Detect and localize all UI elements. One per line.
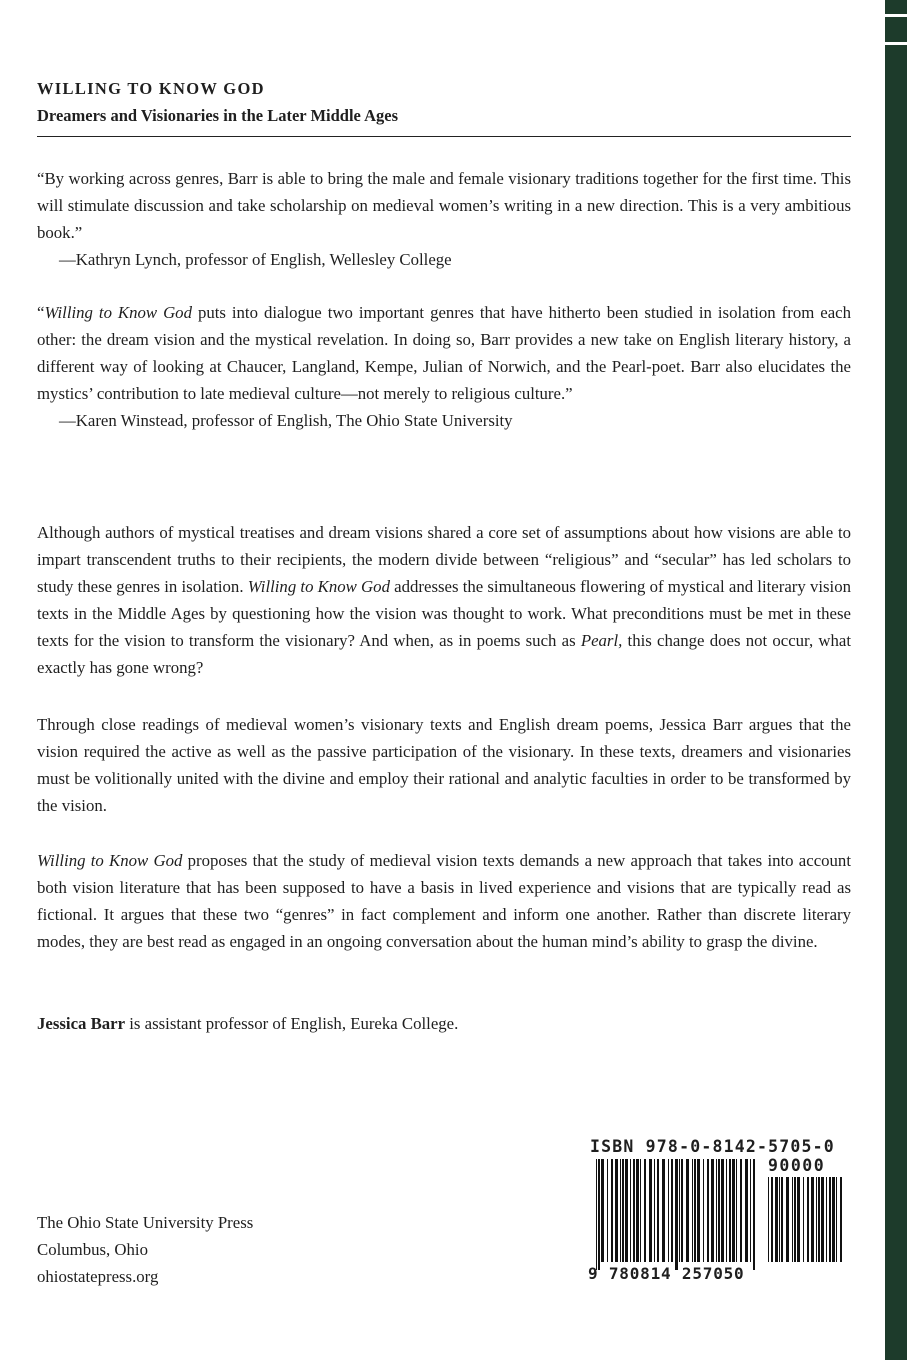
barcode-bar: [654, 1159, 655, 1262]
barcode-bar: [840, 1177, 842, 1262]
barcode-bar: [644, 1159, 646, 1262]
publisher-name: The Ohio State University Press: [37, 1213, 254, 1232]
author-bio-text: is assistant professor of English, Eureka College.: [125, 1014, 459, 1033]
blurb-1-quote: “By working across genres, Barr is able to bring the male and female visionary traditions together for the first time. This will stimulate discussion and take scholarship on medieval women’s writing in a new direction. This is a very ambitious book.”: [37, 169, 851, 242]
barcode-bar: [668, 1159, 669, 1262]
barcode-bar: [818, 1177, 820, 1262]
blurb-2-quote: [37, 299, 851, 407]
blurb-2: [37, 299, 851, 434]
barcode-bar: [716, 1159, 717, 1262]
barcode-bar: [753, 1159, 755, 1270]
title-divider: [37, 136, 851, 137]
ean-digits: 9 780814 257050: [588, 1264, 745, 1283]
barcode-bar: [697, 1159, 700, 1262]
blurb-1: [37, 165, 851, 273]
barcode-bar: [694, 1159, 696, 1262]
desc-1-text-a: Although authors of mystical treatises and dream visions shared a core set of assumptions about how visions are able to impart transcendent truths to their recipients, the modern divide between “religious” and “secular” has led scholars to study these genres in isolation.: [37, 523, 851, 596]
barcode-bar: [726, 1159, 727, 1262]
barcode-bar: [607, 1159, 608, 1262]
description-paragraph-2: Through close readings of medieval women’s visionary texts and English dream poems, Jessica Barr argues that the vision required the active as well as the passive participation of the visionary. In these texts, dreamers and visionaries must be volitionally united with the divine and employ their rational and analytic faculties in order to be transformed by the vision.: [37, 715, 851, 815]
barcode-bar: [692, 1159, 693, 1262]
publisher-city: Columbus, Ohio: [37, 1240, 148, 1259]
barcode-bar: [729, 1159, 731, 1262]
blurb-1-attribution: —Kathryn Lynch, professor of English, Wellesley College: [59, 250, 452, 269]
spine-edge: [885, 0, 907, 1360]
barcode-bar: [750, 1159, 751, 1262]
author-bio: [37, 1010, 851, 1037]
description-paragraph-1: [37, 519, 851, 681]
barcode-bar: [836, 1177, 837, 1262]
barcode-bar: [640, 1159, 641, 1262]
publisher-block: [37, 1209, 253, 1290]
barcode-bar: [718, 1159, 720, 1262]
desc-1-text-b: addresses the simultaneous flowering of mystical and literary vision texts in the Middle Ages by questioning how the vision was thought to work. What preconditions must be met in these texts for the vision to transform the visionary? And when, as in poems such as: [37, 577, 851, 650]
barcode-bar: [630, 1159, 631, 1262]
desc-1-text-c: this change does not occur, what exactly has gone wrong?: [37, 631, 851, 677]
barcode-bar: [679, 1159, 680, 1262]
barcode-bar: [671, 1159, 673, 1262]
author-name: Jessica Barr: [37, 1014, 126, 1033]
barcode-bar: [768, 1177, 769, 1262]
barcode-bar: [615, 1159, 618, 1262]
barcode-bar: [707, 1159, 709, 1262]
desc-1-pearl-title: Pearl,: [580, 631, 623, 650]
isbn-label: ISBN 978-0-8142-5705-0: [590, 1137, 835, 1156]
barcode-bar: [620, 1159, 621, 1262]
barcode-bar: [745, 1159, 748, 1262]
book-subtitle: Dreamers and Visionaries in the Later Middle Ages: [37, 106, 399, 125]
desc-3-text: proposes that the study of medieval vision texts demands a new approach that takes into account both vision literature that has been supposed to have a basis in lived experience and visions that are typically read as fictional. It argues that these two “genres” in fact complement and inform one another. Rather than discrete literary modes, they are best read as engaged in an ongoing conversation about the human mind’s ability to grasp the divine.: [37, 851, 851, 951]
spine-mark: [885, 14, 907, 17]
barcode-bar: [786, 1177, 789, 1262]
barcode-bar: [636, 1159, 639, 1262]
barcode-bar: [771, 1177, 773, 1262]
barcode-bar: [596, 1159, 597, 1270]
barcode-bar: [794, 1177, 796, 1262]
barcode-bar: [721, 1159, 724, 1262]
barcode-bar: [821, 1177, 824, 1262]
desc-1-book-title: Willing to Know God: [247, 577, 390, 596]
barcode-bar: [740, 1159, 742, 1262]
spine-mark: [885, 42, 907, 45]
isbn-barcode: [588, 1137, 850, 1287]
barcode-bar: [657, 1159, 659, 1262]
barcode-bar: [832, 1177, 835, 1262]
barcode-bar: [792, 1177, 793, 1262]
barcode-bar: [681, 1159, 683, 1262]
barcode-bar: [775, 1177, 778, 1262]
barcode-bar: [816, 1177, 817, 1262]
barcode-bar: [649, 1159, 652, 1262]
barcode-bar: [826, 1177, 827, 1262]
barcode-bar: [601, 1159, 604, 1262]
barcode-bar: [779, 1177, 780, 1262]
blurb-2-open-quote: “: [37, 303, 45, 322]
price-code: 90000: [768, 1156, 826, 1175]
barcode-bar: [662, 1159, 665, 1262]
desc-3-book-title: Willing to Know God: [37, 851, 183, 870]
blurb-2-attribution: —Karen Winstead, professor of English, The Ohio State University: [59, 411, 513, 430]
barcode-bar: [807, 1177, 809, 1262]
barcode-bar: [703, 1159, 704, 1262]
blurb-2-text: puts into dialogue two important genres that have hitherto been studied in isolation from each other: the dream vision and the mystical revelation. In doing so, Barr provides a new take on English literary history, a different way of looking at Chaucer, Langland, Kempe, Julian of Norwich, and the Pearl-poet. Barr also elucidates the mystics’ contribution to late medieval culture—not merely to religious culture.”: [37, 303, 851, 403]
barcode-bar: [625, 1159, 628, 1262]
barcode-bar: [711, 1159, 714, 1262]
barcode-bar: [675, 1159, 678, 1270]
barcode-bar: [598, 1159, 600, 1270]
publisher-website: ohiostatepress.org: [37, 1267, 159, 1286]
barcode-bar: [797, 1177, 800, 1262]
book-title: WILLING TO KNOW GOD: [37, 79, 265, 98]
description-paragraph-3: [37, 847, 851, 955]
barcode-bar: [829, 1177, 831, 1262]
barcode-bar: [611, 1159, 613, 1262]
barcode-bar: [732, 1159, 735, 1262]
barcode-bar: [736, 1159, 737, 1262]
blurb-2-book-title: Willing to Know God: [44, 303, 192, 322]
barcode-bar: [803, 1177, 804, 1262]
barcode-bar: [633, 1159, 635, 1262]
barcode-bar: [622, 1159, 624, 1262]
barcode-bar: [781, 1177, 783, 1262]
barcode-bar: [811, 1177, 814, 1262]
barcode-bar: [686, 1159, 689, 1262]
